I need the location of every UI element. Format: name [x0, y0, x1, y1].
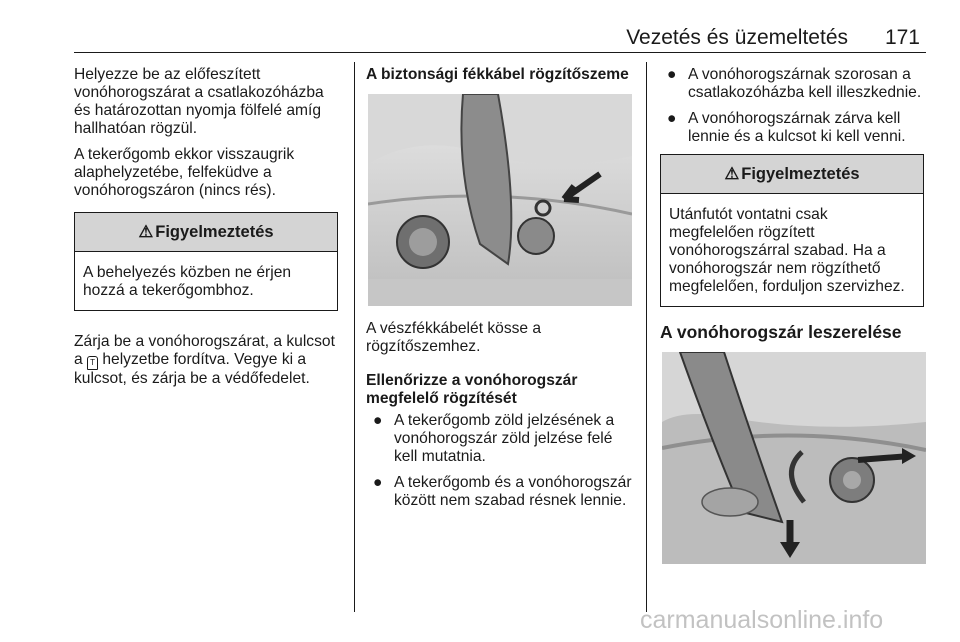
bullet-icon: ●	[373, 474, 383, 491]
paragraph	[74, 333, 342, 388]
list-item	[660, 66, 926, 102]
column-divider	[354, 62, 355, 612]
photo-brake-cable-eye	[368, 94, 632, 306]
warning-header	[75, 213, 337, 252]
warning-header	[661, 155, 923, 194]
key-position-icon: T	[87, 356, 98, 370]
figure-caption: A vészfékkábelét kösse a rögzítőszemhez.	[366, 320, 542, 355]
bullet-icon: ●	[667, 66, 677, 83]
column-middle	[366, 66, 634, 84]
paragraph: A tekerőgomb ekkor visszaugrik alaphelyzetébe, felfeküdve a vonóhorogszáron (nincs rés).	[74, 146, 295, 199]
column-right	[660, 66, 926, 341]
page-number: 171	[884, 26, 920, 49]
section-heading: A vonóhorogszár leszerelése	[660, 322, 902, 342]
column-middle-lower	[366, 320, 634, 518]
section-heading: A biztonsági fékkábel rögzítőszeme	[366, 66, 629, 83]
warning-title: Figyelmeztetés	[741, 165, 860, 183]
list-item-text: A vonóhorogszárnak zárva kell lennie és a kulcsot ki kell venni.	[688, 110, 906, 145]
list-item-text: A vonóhorogszárnak szorosan a csatlakozóházba kell illeszkednie.	[688, 66, 922, 101]
list-item-text: A tekerőgomb zöld jelzésének a vonóhorogszár zöld jelzése felé kell mutatnia.	[394, 412, 615, 465]
list-item	[366, 474, 634, 510]
warning-title: Figyelmeztetés	[155, 223, 274, 241]
photo-towbar-removal	[662, 352, 926, 564]
warning-text: Utánfutót vontatni csak megfelelően rögzített vonóhorogszárral szabad. Ha a vonóhorogszár nem rögzíthető megfelelően, forduljon szervizhez.	[669, 206, 905, 295]
column-divider	[646, 62, 647, 612]
column-left	[74, 66, 342, 396]
list-item	[366, 412, 634, 466]
section-title: Vezetés és üzemeltetés	[626, 26, 848, 49]
list-item-text: A tekerőgomb és a vonóhorogszár között nem szabad résnek lennie.	[394, 474, 632, 509]
text-fragment: helyzetbe fordítva. Vegye ki a kulcsot, és zárja be a védőfedelet.	[74, 351, 310, 387]
list-item	[660, 110, 926, 146]
paragraph: Helyezze be az előfeszített vonóhorogszárat a csatlakozóházba és határozottan nyomja fölfelé amíg hallhatóan rögzül.	[74, 66, 324, 137]
page-header	[74, 22, 926, 53]
text-fragment: Zárja be a vonóhorogszárat, a kulcsot a	[74, 333, 335, 368]
warning-box	[74, 212, 338, 311]
warning-box	[660, 154, 924, 307]
warning-triangle-icon: ⚠	[724, 165, 740, 183]
watermark: carmanualsonline.info	[640, 606, 884, 634]
bullet-icon: ●	[373, 412, 383, 429]
bullet-icon: ●	[667, 110, 677, 127]
subheading: Ellenőrizze a vonóhorogszár megfelelő rögzítését	[366, 372, 578, 407]
warning-triangle-icon: ⚠	[138, 223, 154, 241]
warning-text: A behelyezés közben ne érjen hozzá a tekerőgombhoz.	[83, 264, 292, 299]
